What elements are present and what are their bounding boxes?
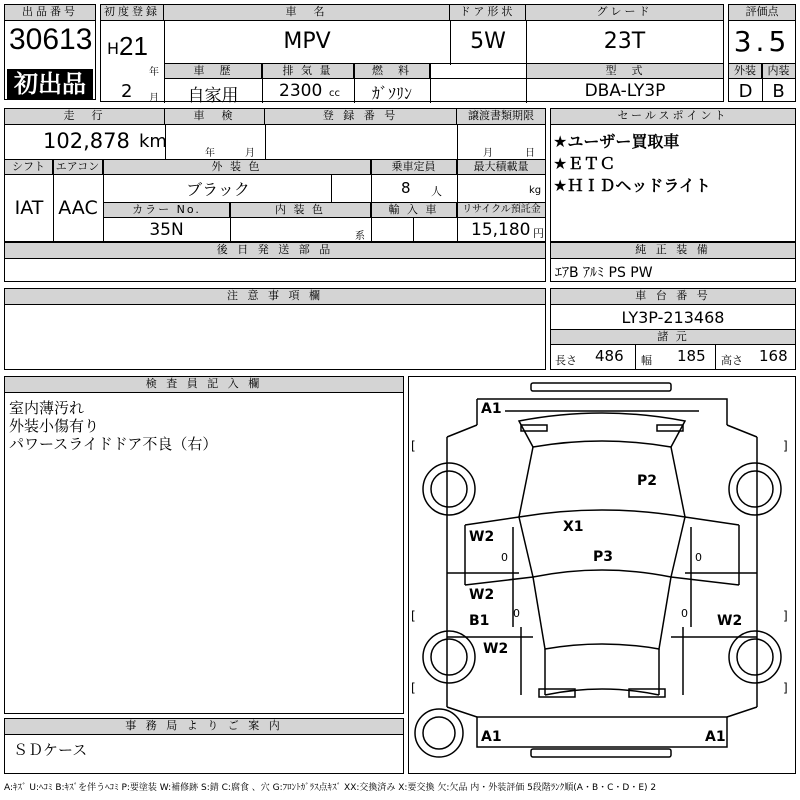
mark-bracket-left-2: [ — [411, 609, 416, 623]
inspector-box — [4, 376, 404, 714]
max-load-unit: kg — [529, 185, 542, 196]
vehicle-diagram-svg — [409, 377, 795, 773]
mark-zero-c: 0 — [513, 607, 520, 620]
width-value: 185 — [677, 347, 706, 365]
mark-zero-a: 0 — [501, 551, 508, 564]
first-listing-badge: 初出品 — [7, 69, 93, 99]
displacement-label: 排 気 量 — [262, 64, 354, 78]
car-name-value: MPV — [283, 29, 331, 54]
mark-bracket-left-3: [ — [411, 681, 416, 695]
color-no-value: 35N — [149, 220, 184, 240]
first-reg-month: 2 — [121, 81, 133, 102]
grade-label: グレード — [526, 5, 723, 21]
sales-points-label: セールスポイント — [551, 109, 795, 125]
lot-number: 30613 — [9, 23, 93, 56]
height-value: 168 — [759, 347, 788, 365]
lot-label: 出品番号 — [5, 5, 95, 21]
color-no-label: カラー No. — [104, 203, 230, 217]
mark-p3: P3 — [593, 549, 614, 565]
inspection-label: 車 検 — [165, 109, 265, 125]
door-value: 5W — [470, 29, 506, 54]
aircon-value: AAC — [58, 197, 98, 219]
chassis-box — [550, 288, 796, 370]
shift-label: シフト — [5, 160, 53, 174]
inspector-line-1: 室内薄汚れ — [9, 399, 85, 417]
equipment-box — [550, 242, 796, 282]
inspector-line-2: 外装小傷有り — [9, 417, 100, 435]
score-value: 3.5 — [733, 25, 791, 58]
first-reg-month-unit: 月 — [149, 93, 159, 104]
mark-a1-bottom-right: A1 — [705, 729, 726, 745]
later-parts-box — [4, 242, 546, 282]
legend-text: A:ｷｽﾞ U:ﾍｺﾐ B:ｷｽﾞを伴うﾍｺﾐ P:要塗装 W:補修跡 S:錆 C:腐食 、穴 G:ﾌﾛﾝﾄｶﾞﾗｽ点ｷｽﾞ XX:交換済み X:要交換 欠:欠品 内・外装評価 5段階ﾗﾝｸ順(A・B・C・D・E) 2 — [4, 783, 657, 793]
office-value: ＳＤケース — [13, 741, 88, 759]
sales-point-2: ★ＥＴＣ — [553, 154, 616, 173]
color-label: 外 装 色 — [103, 160, 371, 174]
mark-a1-bottom-left: A1 — [481, 729, 502, 745]
office-box — [4, 718, 404, 774]
length-label: 長さ — [555, 354, 577, 367]
car-name-label: 車 名 — [164, 5, 450, 21]
notes-label: 注 意 事 項 欄 — [5, 289, 545, 305]
ext-label: 外装 — [729, 64, 762, 78]
mark-w2-c: W2 — [483, 641, 509, 657]
mark-bracket-right-3: ] — [783, 681, 788, 695]
recycle-label: リサイクル預託金 — [458, 203, 545, 217]
mileage-label: 走 行 — [5, 109, 165, 125]
mileage-unit: km — [139, 131, 167, 152]
sales-point-3: ★ＨＩＤヘッドライト — [553, 176, 711, 195]
score-label: 評価点 — [729, 5, 795, 21]
equipment-value: ｴｱB ｱﾙﾐ PS PW — [555, 265, 653, 281]
chassis-label: 車 台 番 号 — [551, 289, 795, 305]
int-label: 内装 — [762, 64, 795, 78]
interior-unit: 系 — [355, 231, 365, 242]
interior-label: 内 装 色 — [230, 203, 371, 217]
transfer-label: 譲渡書類期限 — [457, 109, 545, 125]
displacement-unit: cc — [329, 88, 340, 99]
ext-score: D — [738, 81, 753, 102]
length-value: 486 — [595, 347, 624, 365]
mark-b1: B1 — [469, 613, 490, 629]
mark-bracket-right-1: ] — [783, 439, 788, 453]
model-label: 型 式 — [527, 64, 723, 78]
shift-value: IAT — [14, 197, 44, 219]
vehicle-diagram — [408, 376, 796, 774]
mark-bracket-left-1: [ — [411, 439, 416, 453]
first-reg-era: H — [107, 39, 120, 58]
fuel-label: 燃 料 — [354, 64, 430, 78]
first-reg-year-unit: 年 — [149, 67, 159, 78]
first-reg-label: 初度登録 — [101, 5, 164, 21]
mark-zero-d: 0 — [681, 607, 688, 620]
door-label: ドア形状 — [450, 5, 526, 21]
color-value: ブラック — [186, 180, 250, 199]
score-box — [728, 4, 796, 102]
capacity-unit: 人 — [431, 185, 442, 198]
inspection-year-unit: 年 — [205, 148, 215, 159]
specs-label: 諸 元 — [551, 330, 795, 344]
sales-point-1: ★ユーザー買取車 — [553, 132, 680, 151]
reg-no-label: 登 録 番 号 — [265, 109, 457, 125]
mark-w2-d: W2 — [717, 613, 743, 629]
first-reg-year: 21 — [119, 31, 148, 61]
mark-w2-a: W2 — [469, 529, 495, 545]
mark-x1: X1 — [563, 519, 584, 535]
chassis-value: LY3P-213468 — [621, 308, 725, 327]
model-value: DBA-LY3P — [584, 81, 666, 101]
grade-value: 23T — [603, 29, 646, 54]
transfer-day-unit: 日 — [525, 148, 535, 159]
capacity-value: 8 — [401, 179, 411, 197]
mark-a1-top: A1 — [481, 401, 502, 417]
recycle-value: 15,180 — [471, 220, 531, 240]
top-grid — [100, 4, 724, 106]
width-label: 幅 — [641, 354, 652, 367]
max-load-label: 最大積載量 — [457, 160, 545, 174]
history-label: 車 歴 — [165, 64, 262, 78]
mark-bracket-right-2: ] — [783, 609, 788, 623]
mark-zero-b: 0 — [695, 551, 702, 564]
equipment-label: 純 正 装 備 — [551, 243, 795, 259]
aircon-label: エアコン — [53, 160, 103, 174]
lot-box — [4, 4, 96, 100]
office-label: 事 務 局 よ り ご 案 内 — [5, 719, 403, 735]
transfer-month-unit: 月 — [483, 148, 493, 159]
fuel-value: ｶﾞｿﾘﾝ — [371, 84, 412, 103]
notes-box — [4, 288, 546, 370]
inspector-label: 検 査 員 記 入 欄 — [5, 377, 403, 393]
recycle-unit: 円 — [533, 227, 544, 240]
inspection-month-unit: 月 — [245, 148, 255, 159]
import-label: 輸 入 車 — [371, 203, 457, 217]
sales-points-box — [550, 108, 796, 242]
height-label: 高さ — [721, 354, 743, 367]
mark-p2: P2 — [637, 473, 658, 489]
history-value: 自家用 — [187, 86, 239, 106]
mark-w2-b: W2 — [469, 587, 495, 603]
inspector-line-3: パワースライドドア不良（右） — [9, 435, 218, 453]
capacity-label: 乗車定員 — [371, 160, 457, 174]
int-score: B — [772, 81, 785, 102]
detail-grid — [4, 108, 546, 242]
mileage-value: 102,878 — [43, 129, 130, 153]
displacement-value: 2300 — [279, 81, 323, 101]
later-parts-label: 後 日 発 送 部 品 — [5, 243, 545, 259]
